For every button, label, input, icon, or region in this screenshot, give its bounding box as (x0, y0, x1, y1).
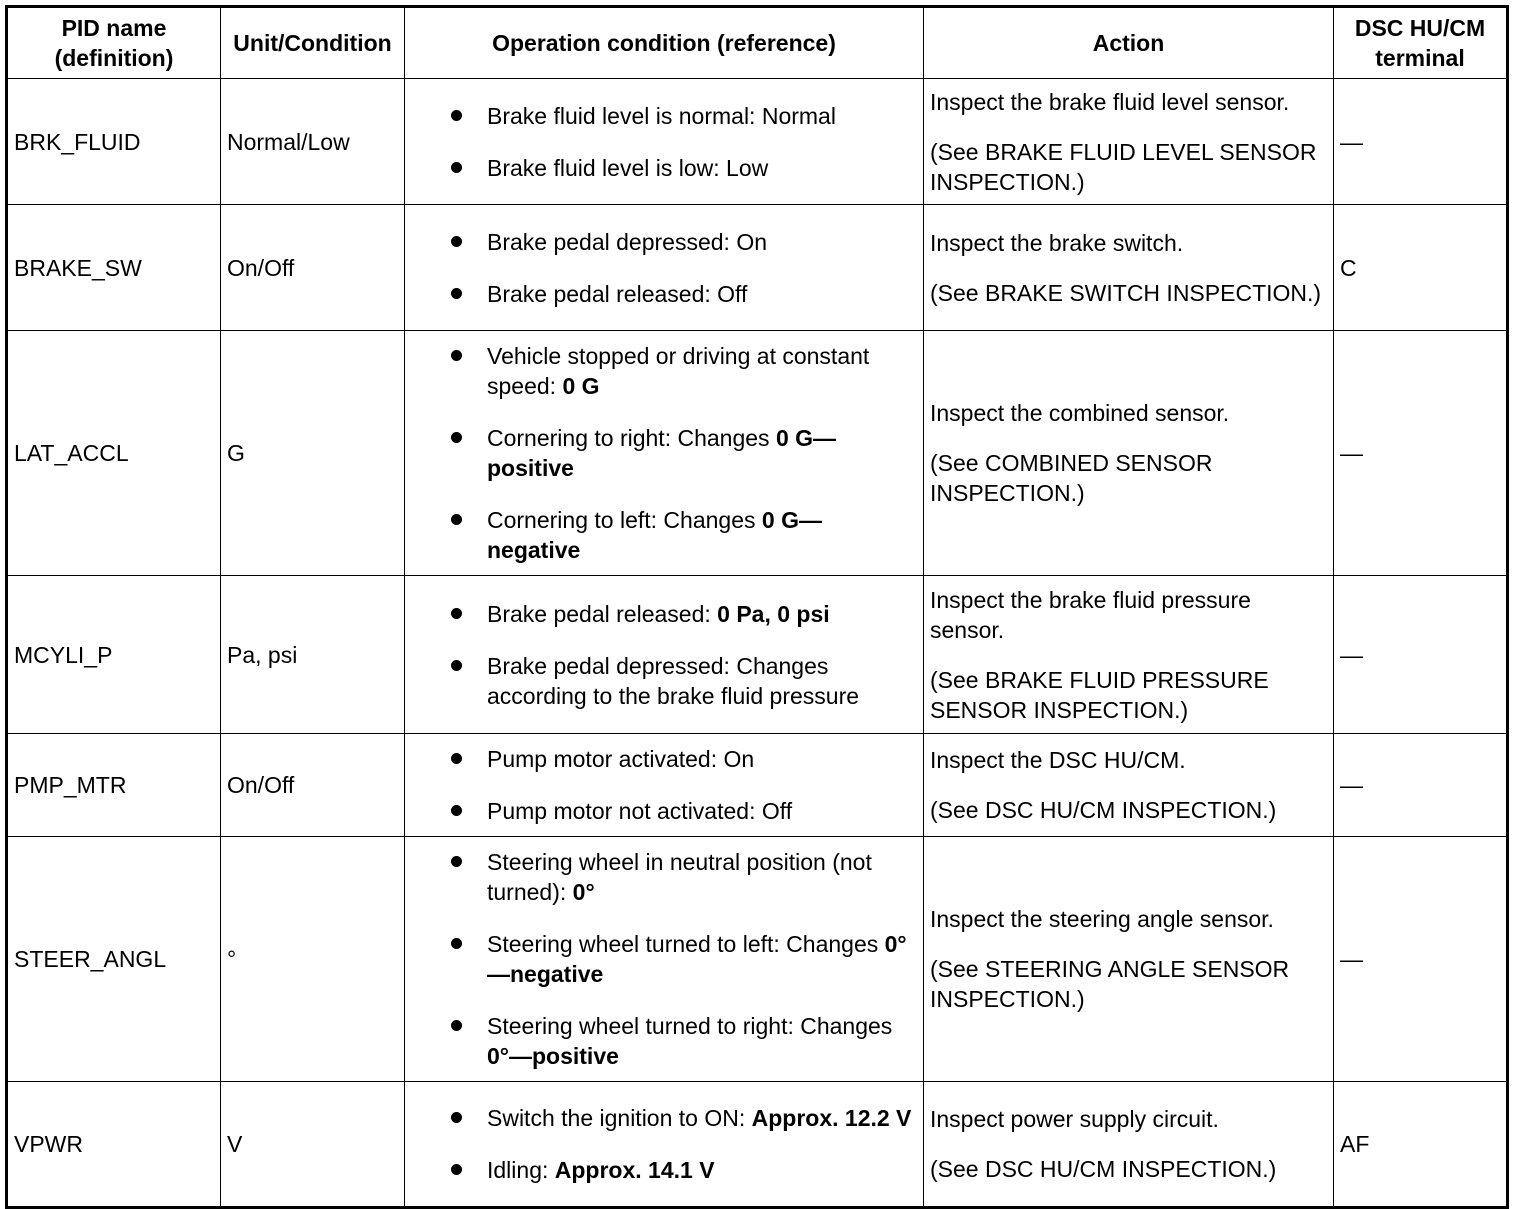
condition-bullet (445, 1103, 913, 1133)
condition-bullet (445, 279, 913, 309)
pid-name-cell: BRK_FLUID (7, 79, 221, 205)
pid-table-container (5, 5, 1506, 1209)
bullet-dot-icon (451, 288, 462, 299)
condition-text: Cornering to right: Changes (487, 425, 776, 451)
header-terminal: DSC HU/CM terminal (1334, 7, 1508, 79)
condition-text: Idling: (487, 1157, 555, 1183)
terminal-cell: — (1334, 331, 1508, 576)
pid-table (5, 5, 1509, 1209)
action-instruction: Inspect the brake fluid pressure sensor. (930, 586, 1251, 643)
action-cell (924, 837, 1334, 1082)
action-reference: (See COMBINED SENSOR INSPECTION.) (930, 450, 1213, 506)
action-cell (924, 205, 1334, 331)
unit-condition-cell: On/Off (221, 205, 405, 331)
action-reference: (See BRAKE FLUID LEVEL SENSOR INSPECTION.) (930, 138, 1317, 195)
condition-bullet (445, 1011, 913, 1071)
bullet-dot-icon (451, 110, 462, 121)
bullet-dot-icon (451, 1020, 462, 1031)
condition-text: Vehicle stopped or driving at constant speed: (487, 343, 870, 399)
terminal-cell: — (1334, 734, 1508, 837)
action-cell (924, 79, 1334, 205)
condition-value: 0°—positive (487, 1043, 619, 1069)
operation-condition-cell (405, 734, 924, 837)
condition-text: Switch the ignition to ON: (487, 1105, 752, 1131)
unit-condition-cell: On/Off (221, 734, 405, 837)
condition-text: Brake pedal depressed: Changes according to the brake fluid pressure (487, 652, 860, 709)
table-row (7, 1082, 1508, 1208)
condition-text: Cornering to left: Changes (487, 507, 762, 533)
condition-value: 0° (572, 879, 595, 905)
condition-text: Brake pedal released: (487, 600, 718, 627)
terminal-cell: — (1334, 837, 1508, 1082)
action-reference: (See BRAKE SWITCH INSPECTION.) (930, 279, 1322, 306)
condition-bullet (445, 423, 913, 483)
terminal-cell: C (1334, 205, 1508, 331)
condition-text: Pump motor not activated: Off (487, 798, 793, 824)
action-cell (924, 1082, 1334, 1208)
condition-bullet (445, 744, 913, 774)
condition-text: Steering wheel turned to left: Changes (487, 931, 885, 957)
unit-condition-cell: Pa, psi (221, 576, 405, 734)
condition-value: 0°—negative (487, 931, 907, 987)
pid-name-cell: VPWR (7, 1082, 221, 1208)
condition-bullet (445, 153, 913, 183)
bullet-dot-icon (451, 162, 462, 173)
action-cell (924, 331, 1334, 576)
condition-value: 0 G—negative (487, 507, 822, 563)
pid-name-cell: STEER_ANGL (7, 837, 221, 1082)
unit-condition-cell: Normal/Low (221, 79, 405, 205)
condition-bullet (445, 599, 913, 629)
condition-text: Steering wheel in neutral position (not turned): (487, 849, 872, 905)
header-action: Action (924, 7, 1334, 79)
bullet-dot-icon (451, 432, 462, 443)
condition-bullet (445, 1155, 913, 1185)
condition-bullet (445, 227, 913, 257)
table-row (7, 837, 1508, 1082)
unit-condition-cell: V (221, 1082, 405, 1208)
action-instruction: Inspect the steering angle sensor. (930, 906, 1274, 932)
terminal-cell: AF (1334, 1082, 1508, 1208)
action-instruction: Inspect the DSC HU/CM. (930, 747, 1186, 773)
pid-name-cell: BRAKE_SW (7, 205, 221, 331)
table-row (7, 331, 1508, 576)
condition-value: 0 Pa, 0 psi (717, 600, 830, 627)
operation-condition-cell (405, 837, 924, 1082)
bullet-dot-icon (451, 938, 462, 949)
condition-value: 0 G (562, 373, 600, 399)
table-row (7, 205, 1508, 331)
condition-text: Steering wheel turned to right: Changes (487, 1013, 893, 1039)
action-instruction: Inspect the brake switch. (930, 229, 1184, 256)
bullet-dot-icon (451, 1112, 462, 1123)
bullet-dot-icon (451, 856, 462, 867)
condition-bullet (445, 505, 913, 565)
action-instruction: Inspect power supply circuit. (930, 1106, 1219, 1132)
header-unit: Unit/Condition (221, 7, 405, 79)
condition-value: 0 G—positive (487, 425, 837, 481)
action-reference: (See BRAKE FLUID PRESSURE SENSOR INSPECTION.) (930, 666, 1269, 723)
bullet-dot-icon (451, 608, 462, 619)
pid-name-cell: MCYLI_P (7, 576, 221, 734)
header-row (7, 7, 1508, 79)
bullet-dot-icon (451, 805, 462, 816)
bullet-dot-icon (451, 514, 462, 525)
table-row (7, 734, 1508, 837)
table-row (7, 576, 1508, 734)
bullet-dot-icon (451, 350, 462, 361)
bullet-dot-icon (451, 236, 462, 247)
operation-condition-cell (405, 205, 924, 331)
header-pid: PID name (definition) (7, 7, 221, 79)
bullet-dot-icon (451, 753, 462, 764)
unit-condition-cell: ° (221, 837, 405, 1082)
terminal-cell: — (1334, 576, 1508, 734)
header-operation: Operation condition (reference) (405, 7, 924, 79)
condition-text: Brake pedal released: Off (487, 280, 748, 307)
condition-text: Brake fluid level is normal: Normal (487, 102, 836, 129)
condition-text: Brake pedal depressed: On (487, 228, 768, 255)
operation-condition-cell (405, 79, 924, 205)
action-cell (924, 576, 1334, 734)
bullet-dot-icon (451, 1164, 462, 1175)
condition-bullet (445, 796, 913, 826)
table-row (7, 79, 1508, 205)
condition-bullet (445, 101, 913, 131)
action-cell (924, 734, 1334, 837)
condition-value: Approx. 12.2 V (751, 1105, 912, 1131)
operation-condition-cell (405, 331, 924, 576)
bullet-dot-icon (451, 660, 462, 671)
action-reference: (See DSC HU/CM INSPECTION.) (930, 1156, 1277, 1182)
condition-text: Pump motor activated: On (487, 746, 755, 772)
condition-bullet (445, 929, 913, 989)
pid-name-cell: LAT_ACCL (7, 331, 221, 576)
pid-name-cell: PMP_MTR (7, 734, 221, 837)
action-instruction: Inspect the combined sensor. (930, 400, 1230, 426)
action-instruction: Inspect the brake fluid level sensor. (930, 88, 1290, 115)
action-reference: (See DSC HU/CM INSPECTION.) (930, 797, 1277, 823)
operation-condition-cell (405, 576, 924, 734)
condition-bullet (445, 341, 913, 401)
operation-condition-cell (405, 1082, 924, 1208)
condition-value: Approx. 14.1 V (554, 1157, 715, 1183)
unit-condition-cell: G (221, 331, 405, 576)
condition-text: Brake fluid level is low: Low (487, 154, 769, 181)
condition-bullet (445, 847, 913, 907)
terminal-cell: — (1334, 79, 1508, 205)
condition-bullet (445, 651, 913, 711)
action-reference: (See STEERING ANGLE SENSOR INSPECTION.) (930, 956, 1290, 1012)
